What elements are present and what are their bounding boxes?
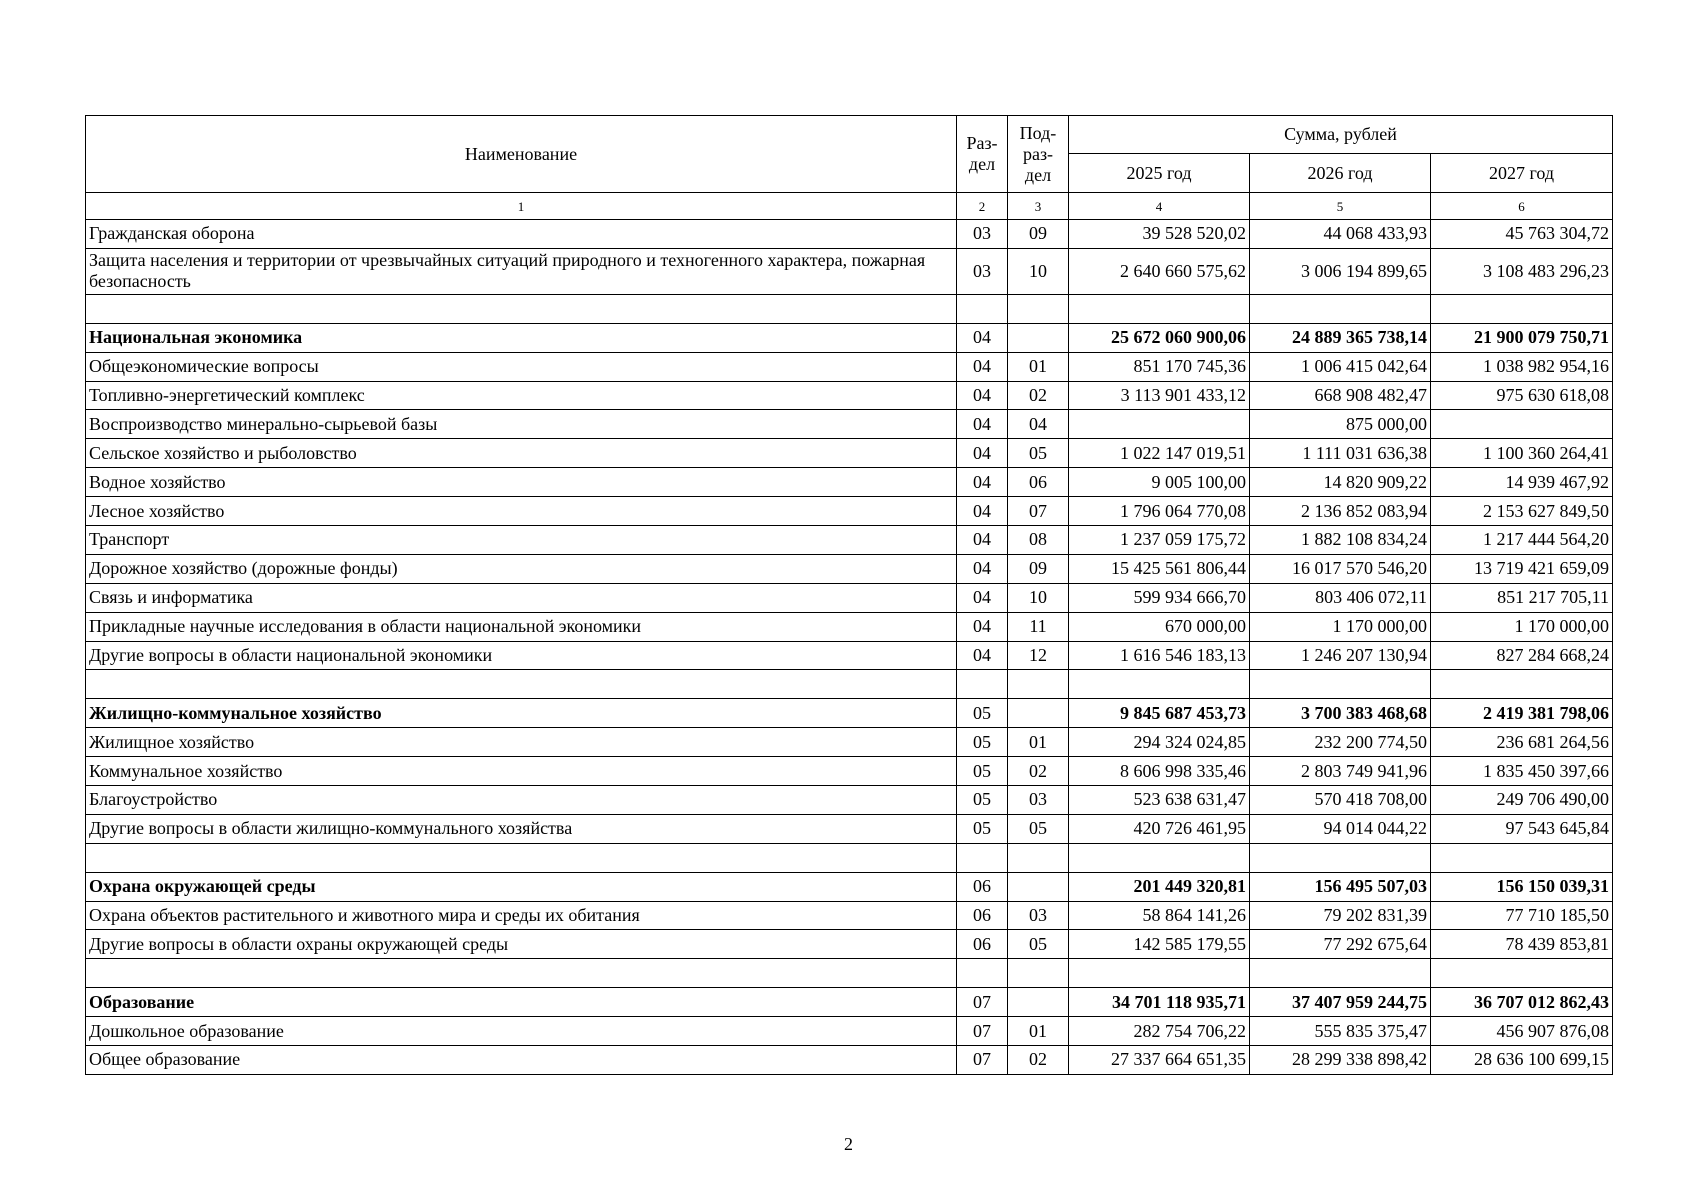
section-total-row [86, 699, 1613, 728]
row-name: Связь и информатика [86, 583, 957, 612]
table-row [86, 554, 1613, 583]
row-razdel: 06 [957, 901, 1008, 930]
table-row [86, 352, 1613, 381]
row-podrazdel: 11 [1008, 612, 1069, 641]
empty-cell [1008, 294, 1069, 323]
row-razdel: 04 [957, 641, 1008, 670]
column-number: 6 [1431, 193, 1613, 220]
row-podrazdel: 02 [1008, 757, 1069, 786]
row-amount-2027: 97 543 645,84 [1431, 814, 1613, 843]
column-number: 4 [1069, 193, 1250, 220]
row-razdel: 06 [957, 872, 1008, 901]
row-name: Другие вопросы в области охраны окружающей среды [86, 930, 957, 959]
row-name: Прикладные научные исследования в области национальной экономики [86, 612, 957, 641]
row-name: Коммунальное хозяйство [86, 757, 957, 786]
row-amount-2027: 28 636 100 699,15 [1431, 1046, 1613, 1075]
row-podrazdel: 04 [1008, 410, 1069, 439]
empty-cell [86, 670, 957, 699]
row-razdel: 05 [957, 728, 1008, 757]
row-name: Топливно-энергетический комплекс [86, 381, 957, 410]
row-amount-2026: 94 014 044,22 [1250, 814, 1431, 843]
table-row [86, 930, 1613, 959]
row-amount-2027: 3 108 483 296,23 [1431, 248, 1613, 294]
empty-cell [1008, 670, 1069, 699]
spacer-row [86, 843, 1613, 872]
row-amount-2025: 142 585 179,55 [1069, 930, 1250, 959]
row-name: Другие вопросы в области национальной экономики [86, 641, 957, 670]
table-row [86, 612, 1613, 641]
row-razdel: 04 [957, 439, 1008, 468]
row-podrazdel: 03 [1008, 786, 1069, 815]
empty-cell [1250, 959, 1431, 988]
row-amount-2025: 15 425 561 806,44 [1069, 554, 1250, 583]
row-razdel: 07 [957, 988, 1008, 1017]
table-row [86, 728, 1613, 757]
header-podrazdel: Под- раз- дел [1008, 116, 1069, 193]
row-podrazdel: 02 [1008, 1046, 1069, 1075]
column-number: 3 [1008, 193, 1069, 220]
table-header [86, 116, 1613, 220]
row-podrazdel [1008, 699, 1069, 728]
table-row [86, 641, 1613, 670]
row-amount-2025: 8 606 998 335,46 [1069, 757, 1250, 786]
table-row [86, 757, 1613, 786]
row-amount-2025: 420 726 461,95 [1069, 814, 1250, 843]
row-name: Охрана объектов растительного и животного мира и среды их обитания [86, 901, 957, 930]
row-podrazdel: 08 [1008, 526, 1069, 555]
column-number: 2 [957, 193, 1008, 220]
row-razdel: 04 [957, 554, 1008, 583]
empty-cell [1431, 294, 1613, 323]
row-amount-2026: 16 017 570 546,20 [1250, 554, 1431, 583]
row-amount-2025 [1069, 410, 1250, 439]
empty-cell [1250, 294, 1431, 323]
empty-cell [1008, 959, 1069, 988]
row-razdel: 04 [957, 612, 1008, 641]
header-sum: Сумма, рублей [1069, 116, 1613, 154]
table-row [86, 468, 1613, 497]
row-razdel: 04 [957, 583, 1008, 612]
row-name: Водное хозяйство [86, 468, 957, 497]
row-amount-2026: 24 889 365 738,14 [1250, 323, 1431, 352]
row-amount-2025: 523 638 631,47 [1069, 786, 1250, 815]
empty-cell [1431, 670, 1613, 699]
row-podrazdel: 01 [1008, 728, 1069, 757]
empty-cell [1431, 843, 1613, 872]
row-name: Жилищное хозяйство [86, 728, 957, 757]
row-amount-2027: 456 907 876,08 [1431, 1017, 1613, 1046]
row-podrazdel: 09 [1008, 220, 1069, 249]
row-amount-2026: 1 111 031 636,38 [1250, 439, 1431, 468]
header-year-2025: 2025 год [1069, 154, 1250, 193]
row-razdel: 04 [957, 410, 1008, 439]
row-amount-2026: 3 700 383 468,68 [1250, 699, 1431, 728]
row-name: Национальная экономика [86, 323, 957, 352]
row-amount-2026: 1 170 000,00 [1250, 612, 1431, 641]
row-amount-2025: 25 672 060 900,06 [1069, 323, 1250, 352]
row-podrazdel: 12 [1008, 641, 1069, 670]
row-amount-2027: 236 681 264,56 [1431, 728, 1613, 757]
header-razdel: Раз- дел [957, 116, 1008, 193]
row-razdel: 03 [957, 248, 1008, 294]
row-podrazdel [1008, 323, 1069, 352]
table-row [86, 248, 1613, 294]
table-row [86, 526, 1613, 555]
row-amount-2025: 39 528 520,02 [1069, 220, 1250, 249]
row-amount-2027: 77 710 185,50 [1431, 901, 1613, 930]
row-amount-2025: 599 934 666,70 [1069, 583, 1250, 612]
empty-cell [957, 959, 1008, 988]
row-podrazdel: 07 [1008, 497, 1069, 526]
empty-cell [957, 843, 1008, 872]
row-amount-2027: 1 170 000,00 [1431, 612, 1613, 641]
row-amount-2027: 2 419 381 798,06 [1431, 699, 1613, 728]
row-amount-2025: 9 005 100,00 [1069, 468, 1250, 497]
row-amount-2025: 9 845 687 453,73 [1069, 699, 1250, 728]
row-razdel: 04 [957, 381, 1008, 410]
row-amount-2026: 1 246 207 130,94 [1250, 641, 1431, 670]
row-podrazdel [1008, 988, 1069, 1017]
row-podrazdel: 05 [1008, 930, 1069, 959]
row-name: Воспроизводство минерально-сырьевой базы [86, 410, 957, 439]
table-row [86, 410, 1613, 439]
row-podrazdel: 05 [1008, 439, 1069, 468]
row-amount-2025: 670 000,00 [1069, 612, 1250, 641]
row-razdel: 05 [957, 757, 1008, 786]
row-amount-2026: 668 908 482,47 [1250, 381, 1431, 410]
row-podrazdel [1008, 872, 1069, 901]
row-amount-2027: 1 100 360 264,41 [1431, 439, 1613, 468]
empty-cell [1008, 843, 1069, 872]
row-name: Жилищно-коммунальное хозяйство [86, 699, 957, 728]
row-amount-2027: 1 217 444 564,20 [1431, 526, 1613, 555]
row-amount-2025: 58 864 141,26 [1069, 901, 1250, 930]
row-name: Образование [86, 988, 957, 1017]
row-amount-2026: 37 407 959 244,75 [1250, 988, 1431, 1017]
row-amount-2026: 44 068 433,93 [1250, 220, 1431, 249]
row-amount-2027: 975 630 618,08 [1431, 381, 1613, 410]
table-body [86, 220, 1613, 1075]
section-total-row [86, 872, 1613, 901]
row-amount-2025: 3 113 901 433,12 [1069, 381, 1250, 410]
row-razdel: 04 [957, 468, 1008, 497]
table-row [86, 1017, 1613, 1046]
empty-cell [86, 843, 957, 872]
row-name: Дорожное хозяйство (дорожные фонды) [86, 554, 957, 583]
empty-cell [1431, 959, 1613, 988]
spacer-row [86, 294, 1613, 323]
row-podrazdel: 02 [1008, 381, 1069, 410]
row-amount-2027: 1 835 450 397,66 [1431, 757, 1613, 786]
row-razdel: 04 [957, 323, 1008, 352]
row-amount-2025: 294 324 024,85 [1069, 728, 1250, 757]
row-amount-2026: 77 292 675,64 [1250, 930, 1431, 959]
table-row [86, 381, 1613, 410]
row-amount-2027: 827 284 668,24 [1431, 641, 1613, 670]
row-amount-2025: 201 449 320,81 [1069, 872, 1250, 901]
spacer-row [86, 670, 1613, 699]
row-razdel: 03 [957, 220, 1008, 249]
budget-table [85, 115, 1613, 1075]
row-razdel: 07 [957, 1017, 1008, 1046]
empty-cell [1250, 670, 1431, 699]
row-amount-2027: 851 217 705,11 [1431, 583, 1613, 612]
row-amount-2026: 79 202 831,39 [1250, 901, 1431, 930]
row-razdel: 05 [957, 786, 1008, 815]
row-amount-2026: 803 406 072,11 [1250, 583, 1431, 612]
row-amount-2027: 156 150 039,31 [1431, 872, 1613, 901]
row-razdel: 05 [957, 699, 1008, 728]
row-amount-2027: 1 038 982 954,16 [1431, 352, 1613, 381]
page-number: 2 [844, 1134, 853, 1154]
row-podrazdel: 01 [1008, 352, 1069, 381]
row-amount-2025: 1 616 546 183,13 [1069, 641, 1250, 670]
row-amount-2025: 1 022 147 019,51 [1069, 439, 1250, 468]
row-amount-2025: 34 701 118 935,71 [1069, 988, 1250, 1017]
row-amount-2027: 14 939 467,92 [1431, 468, 1613, 497]
table-row [86, 220, 1613, 249]
row-amount-2026: 28 299 338 898,42 [1250, 1046, 1431, 1075]
empty-cell [1069, 294, 1250, 323]
row-amount-2026: 232 200 774,50 [1250, 728, 1431, 757]
row-amount-2026: 570 418 708,00 [1250, 786, 1431, 815]
row-amount-2027: 13 719 421 659,09 [1431, 554, 1613, 583]
row-amount-2025: 851 170 745,36 [1069, 352, 1250, 381]
row-amount-2025: 1 237 059 175,72 [1069, 526, 1250, 555]
row-podrazdel: 03 [1008, 901, 1069, 930]
empty-cell [957, 670, 1008, 699]
empty-cell [86, 959, 957, 988]
row-amount-2025: 27 337 664 651,35 [1069, 1046, 1250, 1075]
table-row [86, 814, 1613, 843]
row-razdel: 04 [957, 497, 1008, 526]
row-name: Сельское хозяйство и рыболовство [86, 439, 957, 468]
header-year-2026: 2026 год [1250, 154, 1431, 193]
row-name: Благоустройство [86, 786, 957, 815]
row-podrazdel: 05 [1008, 814, 1069, 843]
row-amount-2025: 282 754 706,22 [1069, 1017, 1250, 1046]
row-amount-2026: 2 136 852 083,94 [1250, 497, 1431, 526]
row-name: Общее образование [86, 1046, 957, 1075]
row-amount-2026: 875 000,00 [1250, 410, 1431, 439]
row-razdel: 06 [957, 930, 1008, 959]
row-amount-2025: 1 796 064 770,08 [1069, 497, 1250, 526]
row-razdel: 04 [957, 352, 1008, 381]
column-number: 1 [86, 193, 957, 220]
table-row [86, 786, 1613, 815]
row-amount-2027: 249 706 490,00 [1431, 786, 1613, 815]
row-amount-2027 [1431, 410, 1613, 439]
row-amount-2027: 21 900 079 750,71 [1431, 323, 1613, 352]
row-name: Защита населения и территории от чрезвычайных ситуаций природного и техногенного характера, пожарная безопасность [86, 248, 957, 294]
header-year-2027: 2027 год [1431, 154, 1613, 193]
row-razdel: 07 [957, 1046, 1008, 1075]
row-podrazdel: 10 [1008, 583, 1069, 612]
row-amount-2027: 2 153 627 849,50 [1431, 497, 1613, 526]
row-amount-2026: 555 835 375,47 [1250, 1017, 1431, 1046]
row-name: Общеэкономические вопросы [86, 352, 957, 381]
row-razdel: 04 [957, 526, 1008, 555]
row-amount-2027: 45 763 304,72 [1431, 220, 1613, 249]
row-podrazdel: 01 [1008, 1017, 1069, 1046]
table-row [86, 583, 1613, 612]
empty-cell [86, 294, 957, 323]
row-amount-2026: 1 006 415 042,64 [1250, 352, 1431, 381]
table-row [86, 901, 1613, 930]
row-amount-2027: 36 707 012 862,43 [1431, 988, 1613, 1017]
row-name: Охрана окружающей среды [86, 872, 957, 901]
row-amount-2026: 2 803 749 941,96 [1250, 757, 1431, 786]
row-amount-2026: 14 820 909,22 [1250, 468, 1431, 497]
row-amount-2025: 2 640 660 575,62 [1069, 248, 1250, 294]
row-name: Дошкольное образование [86, 1017, 957, 1046]
section-total-row [86, 323, 1613, 352]
section-total-row [86, 988, 1613, 1017]
table-row [86, 497, 1613, 526]
empty-cell [1069, 843, 1250, 872]
empty-cell [1250, 843, 1431, 872]
row-amount-2026: 1 882 108 834,24 [1250, 526, 1431, 555]
row-name: Гражданская оборона [86, 220, 957, 249]
spacer-row [86, 959, 1613, 988]
table-row [86, 439, 1613, 468]
table-row [86, 1046, 1613, 1075]
column-number: 5 [1250, 193, 1431, 220]
row-amount-2026: 3 006 194 899,65 [1250, 248, 1431, 294]
row-name: Транспорт [86, 526, 957, 555]
row-name: Другие вопросы в области жилищно-коммунального хозяйства [86, 814, 957, 843]
empty-cell [1069, 959, 1250, 988]
row-podrazdel: 09 [1008, 554, 1069, 583]
row-amount-2027: 78 439 853,81 [1431, 930, 1613, 959]
row-razdel: 05 [957, 814, 1008, 843]
row-amount-2026: 156 495 507,03 [1250, 872, 1431, 901]
empty-cell [957, 294, 1008, 323]
header-name: Наименование [86, 116, 957, 193]
row-name: Лесное хозяйство [86, 497, 957, 526]
row-podrazdel: 06 [1008, 468, 1069, 497]
empty-cell [1069, 670, 1250, 699]
row-podrazdel: 10 [1008, 248, 1069, 294]
